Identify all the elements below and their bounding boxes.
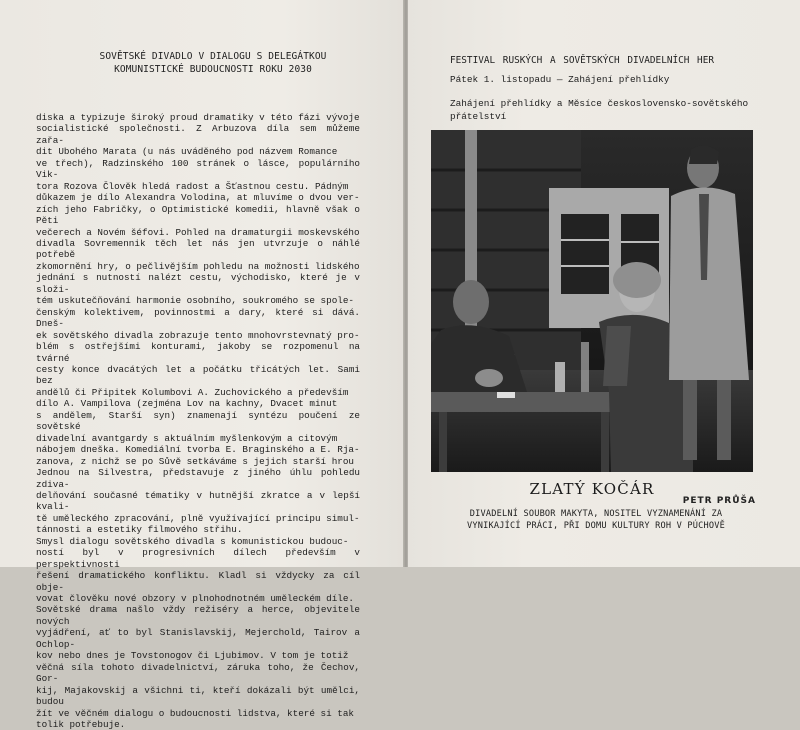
event-date-line: Pátek 1. listopadu — Zahájení přehlídky [450, 74, 670, 85]
article-body: diska a typizuje široký proud dramatiky v této fázi vývoje socialistické společnosti. Z Arbuzova díla sem můžeme zařa- dit Ubohého Marata (u nás uváděného pod názvem Romance ve třech), Radzinského 100 stránek o lásce, populárního Vik- tora Rozova Člověk hledá radost a Šťastnou cestu. Pádným důkazem je dílo Alexandra Volodina, at mluvíme o dvou ver- zích jeho Fabričky, o Optimistické komedii, hlavně však o Pěti večerech a Novém šéfovi. Pohled na dramaturgii moskevského divadla Sovremennik těch let nás jen utvrzuje o náhlé potřebě zkomornění hry, o pečlivějším pohledu na možnosti lidského jednání s nutností nalézt cestu, východisko, které je v složi- tém uskutečňování harmonie osobního, soukromého se spole- čenským kolektivem, povinnostmi a dary, které si dává. Dneš- ek sovětského divadla zobrazuje tento mnohovrstevnatý pro- blém s ostřejšími konturami, jakoby se rozpomenul na tvárné cesty konce dvacátých let a počátku třicátých let. Sami bez andělů či Připitek Kolumbovi A. Zuchovického a především dílo A. Vampilova (zejména Lov na kachny, Dvacet minut s andělem, Starší syn) znamenají syntézu poučení ze sovětské divadelní avantgardy s aktuálním myšlenkovým a citovým nábojem dneška. Komediální tvorba E. Braginského a E. Rja- zanova, z nichž se po Sůvě setkáváme s jejich starší hrou Jednou na Silvestra, představuje z jiného úhlu pohledu zdiva- delňování současné tématiky v hutnější zkratce a v lepší kvali- tě uměleckého zpracování, plně využívající principu simul- tánnosti a estetiky filmového střihu. Smysl dialogu sovětského divadla s komunistickou budouc- ností byl v progresivních dílech především v perspektivnosti řešení dramatického konfliktu. Kladl si vždycky za cíl obje- vovat člověku nové obzory v plnohodnotném uměleckém díle. Sovětské drama našlo vždy režiséry a herce, objevitele nových vyjádření, ať to byl Stanislavskij, Mejerchold, Tairov a Ochlop- kov nebo dnes je Tovstonogov či Ljubimov. V tom je totiž věčná síla tohoto divadelnictví, záruka toho, že Čechov, Gor- kij, Majakovskij a všichni ti, kteří dokázali být umělci, budou žít ve věčném dialogu o budoucnosti lidstva, které si tak tolik potřebuje. [36, 112, 360, 730]
company-title: ZLATÝ KOČÁR [529, 480, 655, 498]
company-description-line2: VYNIKAJÍCÍ PRÁCI, PŘI DOMU KULTURY ROH V PÚCHOVĚ [467, 521, 725, 531]
stage-photo-illustration [431, 130, 753, 472]
article-heading [48, 50, 378, 76]
article-author: PETR PRŮŠA [682, 496, 756, 506]
event-opening-note: Zahájení přehlídky a Měsíce československo-sovětského přátelství [450, 98, 749, 122]
article-heading-line1: SOVĚTSKÉ DIVADLO V DIALOGU S DELEGÁTKOU [99, 51, 327, 62]
article-heading-line2: KOMUNISTICKÉ BUDOUCNOSTI ROKU 2030 [114, 64, 312, 75]
festival-title: FESTIVAL RUSKÝCH A SOVĚTSKÝCH DIVADELNÍCH HER [450, 55, 714, 66]
stage-photo [431, 130, 753, 472]
company-description-line1: DIVADELNÍ SOUBOR MAKYTA, NOSITEL VYZNAMENÁNÍ ZA [469, 509, 723, 519]
company-description [436, 508, 756, 532]
